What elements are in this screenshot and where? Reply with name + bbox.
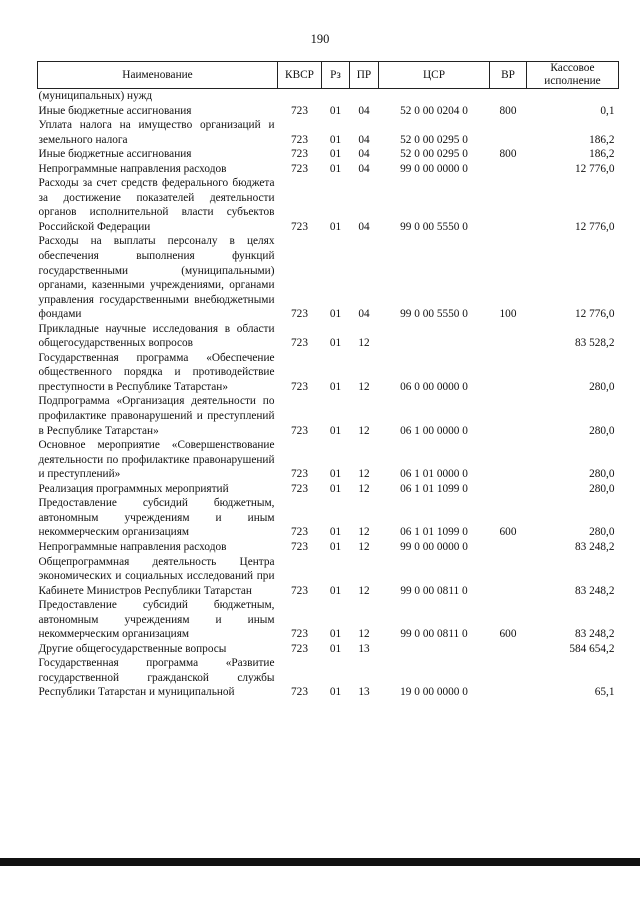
cell-csr: 99 0 00 0811 0: [400, 584, 468, 597]
cell-vr: [490, 438, 527, 482]
cell-vr: 800: [499, 104, 517, 117]
cell-name: Иные бюджетные ассигнования: [38, 104, 192, 117]
cell-name: Уплата налога на имущество организаций и земельного налога: [38, 119, 275, 146]
cell-kvsr: 723: [291, 162, 308, 175]
cell-name: (муниципальных) нужд: [38, 90, 153, 102]
cell-amount: 12 776,0: [574, 220, 615, 233]
cell-kvsr: 723: [291, 526, 308, 539]
cell-vr: [490, 540, 527, 555]
cell-csr: 52 0 00 0295 0: [400, 148, 468, 161]
cell-csr: 06 1 01 1099 0: [400, 482, 468, 495]
cell-csr: 06 1 01 1099 0: [400, 526, 468, 539]
cell-pr: 12: [358, 526, 370, 539]
table-row: [38, 496, 619, 540]
cell-name: Государственная программа «Обеспечение общественного порядка и противодействие преступности в Республике Татарстан»: [38, 351, 275, 393]
cell-vr: 100: [499, 308, 517, 321]
cell-vr: [490, 89, 527, 104]
cell-kvsr: 723: [291, 424, 308, 437]
cell-rz: 01: [329, 642, 342, 655]
cell-name: Непрограммные направления расходов: [38, 162, 227, 175]
cell-vr: [490, 351, 527, 395]
cell-name: Прикладные научные исследования в области общегосударственных вопросов: [38, 322, 275, 350]
cell-name: Иные бюджетные ассигнования: [38, 148, 192, 161]
table-row: [38, 176, 619, 234]
cell-csr: 99 0 00 0000 0: [400, 162, 468, 175]
table-row: [38, 147, 619, 162]
cell-vr: [490, 482, 527, 497]
cell-rz: 01: [329, 526, 342, 539]
cell-pr: 04: [358, 220, 370, 233]
cell-vr: 600: [499, 526, 517, 539]
table-row: [38, 642, 619, 657]
cell-kvsr: [278, 89, 322, 104]
cell-vr: [490, 555, 527, 599]
table-row: [38, 89, 619, 104]
cell-amount: 83 528,2: [574, 337, 615, 350]
cell-name: Государственная программа «Развитие государственной гражданской службы Республики Татарстан и муниципальной: [38, 657, 275, 699]
cell-pr: 12: [358, 584, 370, 597]
cell-csr: 99 0 00 0811 0: [400, 628, 468, 641]
header-pr: ПР: [350, 62, 379, 89]
cell-csr: 06 1 01 0000 0: [400, 468, 468, 481]
cell-pr: 04: [358, 308, 370, 321]
table-row: [38, 540, 619, 555]
cell-rz: 01: [329, 104, 342, 117]
cell-vr: [490, 176, 527, 234]
cell-amount: 280,0: [589, 468, 615, 481]
cell-name: Подпрограмма «Организация деятельности по профилактике правонарушений и преступлений в Республике Татарстан»: [38, 395, 275, 437]
cell-csr: [379, 322, 490, 351]
table-row: [38, 598, 619, 642]
cell-rz: 01: [329, 308, 342, 321]
cell-vr: [490, 394, 527, 438]
table-row: [38, 322, 619, 351]
cell-rz: 01: [329, 380, 342, 393]
cell-pr: 12: [358, 482, 370, 495]
cell-kvsr: 723: [291, 220, 308, 233]
cell-amount: 0,1: [600, 104, 615, 117]
cell-name: Реализация программных мероприятий: [38, 482, 229, 495]
cell-rz: 01: [329, 540, 342, 553]
cell-name: Предоставление субсидий бюджетным, автономным учреждениям и иным некоммерческим организациям: [38, 497, 275, 539]
cell-kvsr: 723: [291, 148, 308, 161]
cell-csr: [379, 642, 490, 657]
table-row: [38, 482, 619, 497]
cell-amount: 12 776,0: [574, 308, 615, 321]
cell-vr: [490, 162, 527, 177]
cell-csr: 52 0 00 0295 0: [400, 133, 468, 146]
cell-rz: 01: [329, 162, 342, 175]
cell-pr: 04: [358, 104, 370, 117]
cell-vr: [490, 322, 527, 351]
cell-rz: 01: [329, 584, 342, 597]
cell-pr: [350, 89, 379, 104]
cell-csr: 99 0 00 0000 0: [400, 540, 468, 553]
header-csr: ЦСР: [379, 62, 490, 89]
cell-amount: 65,1: [594, 686, 615, 699]
cell-kvsr: 723: [291, 642, 308, 655]
table-row: [38, 351, 619, 395]
cell-csr: 52 0 00 0204 0: [400, 104, 468, 117]
cell-pr: 04: [358, 148, 370, 161]
cell-amount: 83 248,2: [574, 540, 615, 553]
header-amount: Кассовое исполнение: [527, 62, 619, 89]
cell-kvsr: 723: [291, 308, 308, 321]
header-kvsr: КВСР: [278, 62, 322, 89]
cell-rz: 01: [329, 220, 342, 233]
cell-amount: 186,2: [589, 148, 615, 161]
cell-pr: 12: [358, 540, 370, 553]
cell-pr: 13: [358, 642, 370, 655]
table-row: [38, 162, 619, 177]
cell-vr: [490, 118, 527, 147]
cell-kvsr: 723: [291, 584, 308, 597]
cell-name: Непрограммные направления расходов: [38, 540, 227, 553]
cell-pr: 12: [358, 424, 370, 437]
cell-amount: 584 654,2: [569, 642, 615, 655]
cell-kvsr: 723: [291, 337, 308, 350]
cell-kvsr: 723: [291, 468, 308, 481]
cell-pr: 12: [358, 628, 370, 641]
scan-edge-bar: [0, 858, 640, 866]
table-row: [38, 555, 619, 599]
table-row: [38, 118, 619, 147]
cell-pr: 12: [358, 468, 370, 481]
cell-pr: 04: [358, 162, 370, 175]
cell-rz: 01: [329, 148, 342, 161]
cell-kvsr: 723: [291, 380, 308, 393]
cell-csr: 19 0 00 0000 0: [400, 686, 468, 699]
cell-rz: 01: [329, 468, 342, 481]
cell-csr: 06 1 00 0000 0: [400, 424, 468, 437]
table-body: [38, 89, 619, 700]
table-row: [38, 438, 619, 482]
cell-kvsr: 723: [291, 628, 308, 641]
cell-name: Общепрограммная деятельность Центра экономических и социальных исследований при Кабинете Министров Республики Татарстан: [38, 555, 275, 597]
cell-amount: 280,0: [589, 526, 615, 539]
cell-amount: 280,0: [589, 424, 615, 437]
cell-rz: 01: [329, 337, 342, 350]
cell-kvsr: 723: [291, 686, 308, 699]
header-vr: ВР: [490, 62, 527, 89]
cell-vr: [490, 642, 527, 657]
cell-kvsr: 723: [291, 133, 308, 146]
cell-csr: 06 0 00 0000 0: [400, 380, 468, 393]
table-row: [38, 234, 619, 321]
cell-vr: 600: [499, 628, 517, 641]
cell-amount: 280,0: [589, 482, 615, 495]
cell-amount: 83 248,2: [574, 584, 615, 597]
header-rz: Рз: [322, 62, 350, 89]
table-row: [38, 394, 619, 438]
cell-pr: 12: [358, 380, 370, 393]
table-row: [38, 104, 619, 119]
cell-rz: 01: [329, 133, 342, 146]
cell-vr: 800: [499, 148, 517, 161]
cell-rz: 01: [329, 424, 342, 437]
page-number: 190: [310, 32, 330, 46]
cell-csr: 99 0 00 5550 0: [400, 308, 468, 321]
cell-rz: 01: [329, 628, 342, 641]
cell-name: Другие общегосударственные вопросы: [38, 642, 227, 655]
cell-pr: 13: [358, 686, 370, 699]
cell-amount: 186,2: [589, 133, 615, 146]
cell-kvsr: 723: [291, 482, 308, 495]
table-header-row: [38, 62, 619, 89]
cell-name: Расходы на выплаты персоналу в целях обеспечения выполнения функций государственными (муниципальными) органами, казенными учреждениями, органами управления государственными внебюджетными фондами: [38, 235, 275, 321]
cell-csr: 99 0 00 5550 0: [400, 220, 468, 233]
cell-vr: [490, 656, 527, 700]
budget-table: [37, 61, 619, 700]
cell-name: Предоставление субсидий бюджетным, автономным учреждениям и иным некоммерческим организациям: [38, 599, 275, 641]
header-name: Наименование: [38, 62, 278, 89]
cell-rz: 01: [329, 482, 342, 495]
cell-pr: 04: [358, 133, 370, 146]
cell-kvsr: 723: [291, 540, 308, 553]
cell-amount: 280,0: [589, 380, 615, 393]
table-row: [38, 656, 619, 700]
cell-name: Расходы за счет средств федерального бюджета за достижение показателей деятельности органов исполнительной власти субъектов Российской Федерации: [38, 177, 275, 233]
cell-amount: 12 776,0: [574, 162, 615, 175]
cell-rz: [322, 89, 350, 104]
cell-pr: 12: [358, 337, 370, 350]
cell-kvsr: 723: [291, 104, 308, 117]
cell-name: Основное мероприятие «Совершенствование деятельности по профилактике правонарушений и преступлений»: [38, 439, 275, 481]
cell-rz: 01: [329, 686, 342, 699]
cell-amount: 83 248,2: [574, 628, 615, 641]
cell-amount: [527, 89, 619, 104]
cell-csr: [379, 89, 490, 104]
